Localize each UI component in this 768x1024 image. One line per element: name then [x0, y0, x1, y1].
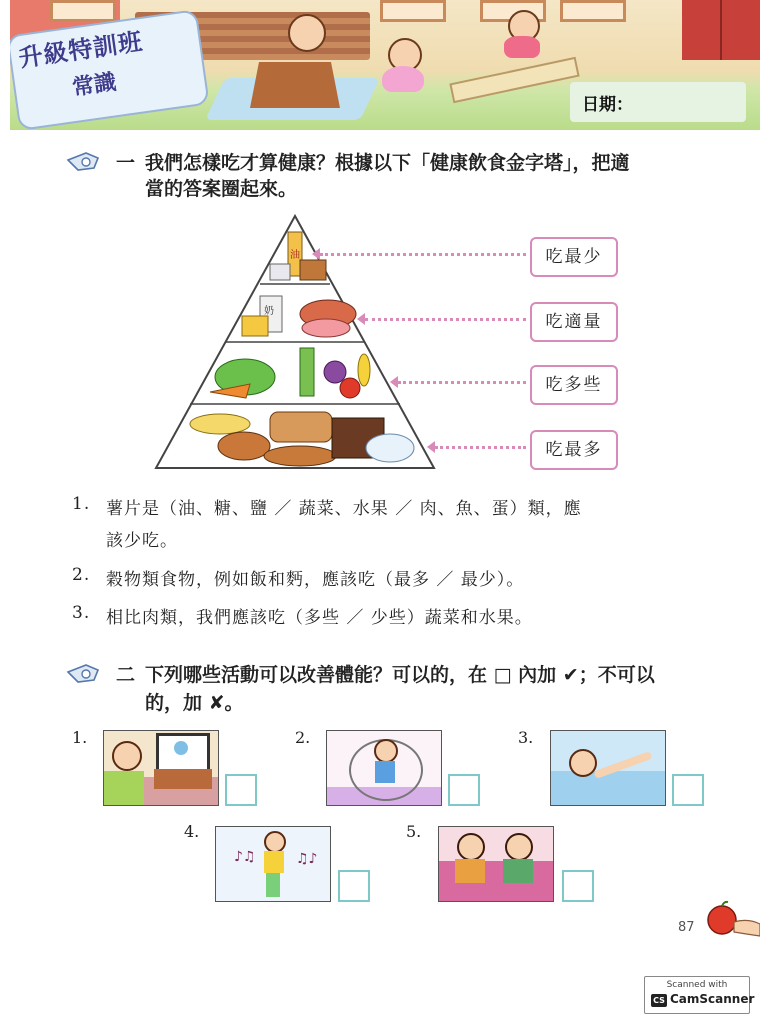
window-decoration — [50, 0, 116, 22]
activity-3-checkbox[interactable] — [672, 774, 704, 806]
statement-text: 穀物類食物，例如飯和麪，應該吃（最多 ／ 最少）。 — [106, 570, 525, 590]
gymnast-outfit — [504, 36, 540, 58]
section2-number: 二 — [116, 664, 136, 686]
subject-title: 常識 — [70, 70, 118, 101]
arrow-line — [435, 446, 526, 449]
label-eat-moderately: 吃適量 — [530, 302, 618, 342]
balance-beam-illustration — [449, 57, 579, 103]
activity-image-skipping-rope — [326, 730, 442, 806]
activity-number: 5. — [406, 822, 422, 841]
activity-4-checkbox[interactable] — [338, 870, 370, 902]
scanner-watermark — [644, 976, 755, 1014]
door-illustration — [682, 0, 760, 60]
activity-image-swimming — [550, 730, 666, 806]
dancer-dress — [382, 66, 424, 92]
item-number: 2. — [72, 565, 91, 585]
arrow-head-icon — [427, 441, 435, 453]
activity-number: 3. — [518, 728, 534, 747]
header-illustration — [10, 0, 760, 130]
activity-image-watching-tv — [103, 730, 219, 806]
activity-image-video-games — [438, 826, 554, 902]
child-figure — [288, 14, 326, 52]
activity-image-dancing — [215, 826, 331, 902]
statement-text: 相比肉類，我們應該吃（多些 ／ 少些）蔬菜和水果。 — [106, 608, 533, 628]
label-eat-more: 吃多些 — [530, 365, 618, 405]
music-note-icon: ♫♪ — [296, 851, 318, 867]
window-decoration — [560, 0, 626, 22]
section1-question-cont: 當的答案圈起來。 — [145, 178, 298, 200]
item-number: 1. — [72, 494, 91, 514]
activity-number: 1. — [72, 728, 88, 747]
label-eat-most: 吃最多 — [530, 430, 618, 470]
activity-5-checkbox[interactable] — [562, 870, 594, 902]
label-eat-least: 吃最少 — [530, 237, 618, 277]
vaulting-box-illustration — [250, 62, 340, 108]
arrow-head-icon — [312, 248, 320, 260]
section2-question: 下列哪些活動可以改善體能？可以的，在 □ 內加 ✔；不可以 — [145, 664, 655, 686]
section2-question-cont: 的，加 ✘。 — [145, 692, 244, 714]
activity-number: 4. — [184, 822, 200, 841]
scanner-brand: CamScanner — [670, 992, 755, 1006]
section1-question: 我們怎樣吃才算健康？根據以下「健康飲食金字塔」，把適 — [145, 152, 630, 174]
item-number: 3. — [72, 603, 91, 623]
statement-text-cont: 該少吃。 — [106, 531, 178, 551]
arrow-line — [365, 318, 526, 321]
apple-hand-icon — [700, 900, 760, 940]
section1-number: 一 — [116, 152, 136, 174]
series-title: 升級特訓班 — [17, 27, 145, 73]
whistle-icon — [64, 150, 102, 172]
camscanner-logo-icon: CS — [651, 994, 667, 1007]
arrow-line — [320, 253, 526, 256]
window-decoration — [380, 0, 446, 22]
arrow-line — [398, 381, 526, 384]
arrow-head-icon — [357, 313, 365, 325]
scanner-caption: Scanned with — [666, 980, 728, 990]
activity-number: 2. — [295, 728, 311, 747]
worksheet-page — [10, 0, 760, 960]
statement-text: 薯片是（油、糖、鹽 ／ 蔬菜、水果 ／ 肉、魚、蛋）類，應 — [106, 499, 582, 519]
food-pyramid — [150, 212, 440, 474]
activity-2-checkbox[interactable] — [448, 774, 480, 806]
oil-tag: 油 — [290, 250, 300, 261]
arrow-head-icon — [390, 376, 398, 388]
activity-1-checkbox[interactable] — [225, 774, 257, 806]
date-label: 日期： — [582, 95, 633, 115]
music-note-icon: ♪♫ — [234, 849, 256, 865]
page-number: 87 — [678, 920, 695, 935]
milk-tag: 奶 — [264, 306, 274, 317]
whistle-icon — [64, 662, 102, 684]
